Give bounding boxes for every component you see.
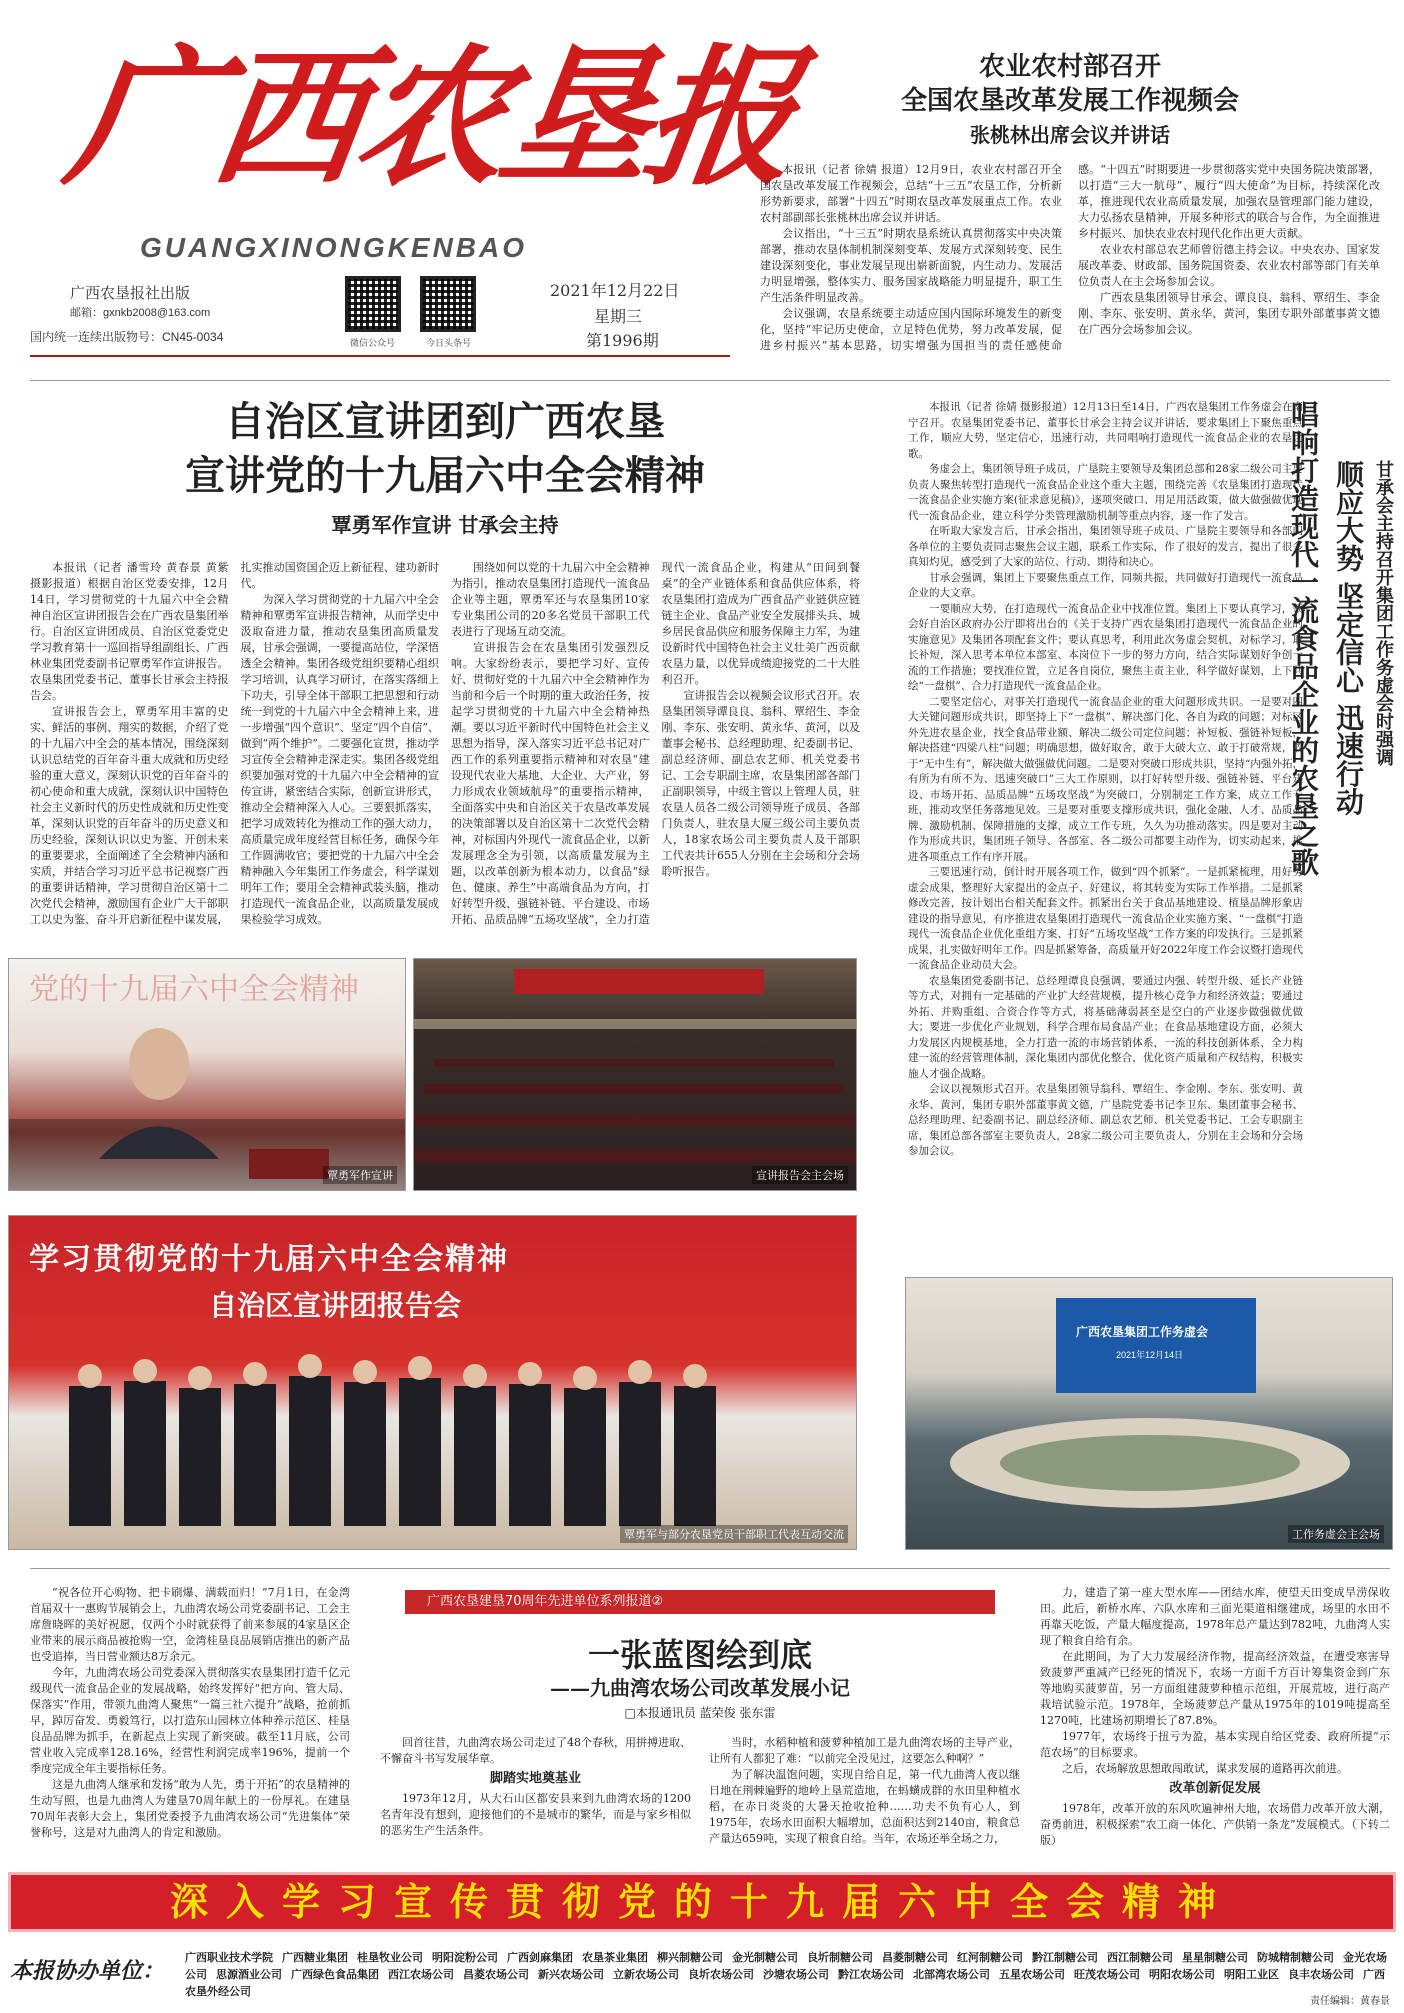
- partner-name: 明阳淀粉公司: [432, 1952, 498, 1964]
- partner-name: 北部湾农场公司: [913, 1969, 990, 1981]
- contact-email: 邮箱：gxnkb2008@163.com: [70, 307, 211, 319]
- paragraph: 一要顺应大势，在打造现代一流食品企业中找准位置。集团上下要认真学习，领会好自治区政府办公厅即将出台的《关于支持广西农垦集团打造现代一流食品企业的实施意见》及集团各项配套文件；要认真思考，利用此次务虚会契机，对标学习，取长补短，深入思考本单位本部室、本岗位下一步的努力方向，结合实际谋划好争创一流的工作措施；要找准位置，立足各自岗位，聚焦主责主业，科学做好谋划，上下共绘“一盘棋”、合力打造现代一流食品企业。: [908, 602, 1303, 692]
- partner-name: 广西绿色食品集团: [291, 1969, 379, 1981]
- masthead-rule: [30, 355, 730, 357]
- main-story-title-2: 宣讲党的十九届六中全会精神: [185, 453, 705, 499]
- bottom-right-column: [1040, 1585, 1390, 1855]
- partner-name: 良圻制糖公司: [807, 1952, 873, 1964]
- partner-name: 沙塘农场公司: [763, 1969, 829, 1981]
- top-story-body: [760, 162, 1380, 354]
- partner-name: 防城精制糖公司: [1257, 1952, 1334, 1964]
- top-story: [760, 50, 1380, 354]
- photo-caption: 宣讲报告会主会场: [752, 1166, 848, 1184]
- paragraph: 1978年，改革开放的东风吹遍神州大地，农场借力改革开放大潮，奋勇前进，积极探索“农工商一体化、产供销一条龙”发展模式。（下转二版）: [1040, 1802, 1390, 1847]
- section-heading: 改革创新促发展: [1169, 1781, 1261, 1796]
- bottom-story-title: 一张蓝图绘到底: [587, 1636, 812, 1674]
- top-story-title-2: 全国农垦改革发展工作视频会: [900, 86, 1239, 116]
- bottom-story-body: [380, 1735, 1020, 1855]
- paragraph: 这是九曲湾人继承和发扬“敢为人先，勇于开拓”的农垦精神的生动写照，也是九曲湾人为建垦70周年献上的一份厚礼。在建垦70周年表彰大会上，集团党委授予九曲湾农场公司“先进集体”荣誉称号，这是对九曲湾人的肯定和激励。: [30, 1778, 350, 1839]
- paragraph: 本报讯（记者 潘雪玲 黄春景 黄紫 摄影报道）根据自治区党委安排，12月14日，学习贯彻党的十九届六中全会精神自治区宣讲团报告会在广西农垦集团举行。自治区宣讲团成员、自治区党委党史学习教育第十一巡回指导组副组长、广西林业集团党委副书记覃勇军作宣讲报告。农垦集团党委书记、董事长甘承会主持报告会。: [30, 561, 229, 702]
- right-story-title-main: 顺应大势 坚定信心 迅速行动: [1332, 460, 1365, 816]
- partner-name: 桂垦牧业公司: [357, 1952, 423, 1964]
- partner-name: 广西职业技术学院: [185, 1952, 273, 1964]
- slogan-banner: 深入学习宣传贯彻党的十九届六中全会精神: [8, 1872, 1396, 1932]
- series-banner: 广西农垦建垦70周年先进单位系列报道②: [405, 1590, 995, 1614]
- paragraph: 会议指出，“十三五”时期农垦系统认真贯彻落实中央决策部署，推动农垦体制机制深刻变革、发展方式深刻转变、民生建设深刻变化，事业发展呈现出崭新面貌，内生动力、发展活力明显增强，整体实力、服务国家战略能力明显提升，职工生产生活条件明显改善。: [760, 227, 1062, 304]
- toutiao-qr-code-icon[interactable]: [420, 276, 476, 332]
- wechat-qr-code-icon[interactable]: [345, 276, 401, 332]
- paragraph: 回首往昔，九曲湾农场公司走过了48个春秋，用拼搏进取、不懈奋斗书写发展华章。: [380, 1736, 691, 1765]
- photo-caption: 工作务虚会主会场: [1288, 1525, 1384, 1543]
- issue-number: 第1996期: [586, 331, 659, 350]
- paragraph: 为了解决温饱问题，实现自给自足，第一代九曲湾人夜以继日地在荆棘遍野的地岭上垦荒造地，在蚂蟥成群的水田里种植水稻，在赤日炎炎的大暑天抢收抢种……功夫不负有心人，到1975年，农场水田面积大幅增加，总面积达到2140亩，粮食总产量达659吨，实现了粮食自给。当年，农场还举全场之力，: [709, 1768, 1020, 1845]
- svg-text:党的十九届六中全会精神: 党的十九届六中全会精神: [29, 972, 359, 1007]
- paragraph: 三要迅速行动，倒计时开展各项工作，做到“四个抓紧”。一是抓紧梳理，用好务虚会成果，整理好大家提出的金点子、好建议，将其转变为实际工作举措。二是抓紧修改完善，按计划出台相关配套文件。抓紧出台关于食品基地建设、植垦品牌形象店建设的指导意见，有序推进农垦集团打造现代一流食品企业实施方案、“一盘棋”打造现代一流食品企业优化重组方案、打好“五场攻坚战”工作方案的印发执行。三是抓紧成果，扎实做好明年工作。四是抓紧筹备，高质量开好2022年度工作会议暨打造现代一流食品企业动员大会。: [908, 866, 1303, 971]
- paragraph: 甘承会强调，集团上下要聚焦重点工作，同频共振，共同做好打造现代一流食品企业的大文章。: [908, 571, 1303, 599]
- paragraph: 之后，农场解放思想敢闯敢试，谋求发展的道路再次前进。: [1062, 1762, 1348, 1775]
- partner-name: 昌菱制糖公司: [882, 1952, 948, 1964]
- partner-name: 新兴农场公司: [538, 1969, 604, 1981]
- bottom-story-subtitle: ——九曲湾农场公司改革发展小记: [550, 1676, 850, 1700]
- paragraph: 宣讲报告会在农垦集团引发强烈反响。大家纷纷表示，要把学习好、宣传好、贯彻好党的十九届六中全会精神作为当前和今后一个时期的重大政治任务，按起学习贯彻党的十九届六中全会精神热潮。要以习近平新时代中国特色社会主义思想为指导，深入落实习近平总书记对广西工作的系列重要指示精神和对农垦“建设现代农业大基地、大企业、大产业，努力形成农业领域航母”的重要指示精神，全面落实中央和自治区关于农垦改革发展的决策部署以及自治区第十二次党代会精神，对标国内外现代一流食品企业，以新发展理念全为引领，以高质量发展为主题，以改革创新为根本动力，以食品“绿色、健康、养生”中高端食品为方向，打好转型升级、强链补链、平台建设、市场开拓、品质品牌“五场攻坚战”，全力打造现代一流食品企业，构建从“田间到餐桌”的全产业链体系和食品供应体系，将农垦集团打造成为广西食品产业链供应链链主企业、食品产业安全发展排头兵、城乡居民食品供应和服务保障主力军，为建设新时代中国特色社会主义壮美广西贡献农垦力量，以优异成绩迎接党的二十大胜利召开。: [451, 561, 860, 926]
- partner-name: 明阳农场公司: [1149, 1969, 1215, 1981]
- bottom-story-byline: □本报通讯员 蓝荣俊 张东雷: [624, 1706, 776, 1720]
- partner-name: 星星制糖公司: [1182, 1952, 1248, 1964]
- paragraph: “祝各位开心购物、把卡刷爆、满载而归！”7月1日，在金湾首届双十一惠购节展销会上，九曲湾农场公司党委副书记、工会主席詹晓晖的美好祝愿，仅两个小时就获得了前来参展的4家垦区企业带来的展示商品被抢购一空，金湾桂垦良品展销店推出的新产品也受追捧，当日营业额达8万余元。: [30, 1586, 350, 1663]
- paragraph: 在听取大家发言后，甘承会指出，集团领导班子成员、广垦院主要领导和各部门各单位的主要负责同志聚焦会议主题，联系工作实际，作了很好的发言，提出了很多真知灼见，感受到了大家的站位、行动、期待和决心。: [908, 525, 1303, 568]
- paragraph: 宣讲报告会以视频会议形式召开。农垦集团领导谭良良、翁科、覃绍生、李金刚、李东、张安明、黄永华、黄河，以及董事会秘书、总经理助理、纪委副书记、副总经济师、副总农艺师、机关党委书记、工会专职副主席，农垦集团部各部门正副职领导，中级主管以上管理人员，驻农垦人员各二级公司领导班子成员、各部门负责人，驻农垦大厦三级公司主要负责人，18家农场公司主要负责人及干部职工代表共计655人分别在主会场和分会场聆听报告。: [661, 689, 860, 878]
- paragraph: 在此期间，为了大力发展经济作物，提高经济效益，在遭受寒害导致菠萝严重减产已经死的情况下，农场一方面千方百计筹集资金到广东等地购买菠萝苗，另一方面组建菠萝种植示范组，开展荒坡，进行高产栽培试验示范。1978年，全场菠萝总产量从1975年的1019吨提高至1270吨，比建场初期增长了87.8%。: [1040, 1650, 1390, 1727]
- paragraph: 今年，九曲湾农场公司党委深入贯彻落实农垦集团打造千亿元级现代一流食品企业的发展战略，始终发挥好“把方向、管大局、保落实”作用，带领九曲湾人聚焦“一篇三社六提升”战略，抢前抓早，踔厉奋发、勇毅笃行，以打造东山园林立体种养示范区、桂垦良品品牌为抓手，在新起点上实现了新突破。截至11月底，公司营业收入完成率128.16%，经营性利润完成率196%，提前一个季度完成全年主要指标任务。: [30, 1666, 350, 1775]
- screen-date: 2021年12月14日: [1116, 1350, 1184, 1360]
- banner-line-1: 学习贯彻党的十九届六中全会精神: [29, 1242, 509, 1277]
- paragraph: 当时，水稻种植和菠萝种植加工是九曲湾农场的主导产业，让所有人都犯了难：“以前完全没见过，这要怎么种啊？”: [709, 1736, 1020, 1765]
- paragraph: 1977年，农场终于扭亏为盈，基本实现自给区党委、政府所提“示范农场”的目标要求。: [1040, 1730, 1390, 1759]
- section-divider: [30, 380, 1390, 381]
- photo-caption: 覃勇军作宣讲: [323, 1166, 397, 1184]
- partner-name: 良圻农场公司: [688, 1969, 754, 1981]
- issn: 国内统一连续出版物号：CN45-0034: [30, 330, 224, 344]
- main-story-subtitle: 覃勇军作宣讲 甘承会主持: [331, 513, 559, 537]
- partner-name: 广西农垦外经公司: [185, 1969, 1385, 1998]
- paragraph: 1973年12月，从大石山区都安县来到九曲湾农场的1200名青年没有想到，迎接他们的不是城市的繁华，而是与家乡相似的恶劣生产生活条件。: [380, 1792, 691, 1837]
- newspaper-logo: 广西农垦报: [57, 30, 803, 206]
- partner-name: 思源酒业公司: [216, 1969, 282, 1981]
- main-story-title-1: 自治区宣讲团到广西农垦: [225, 399, 665, 445]
- partner-name: 西江制糖公司: [1107, 1952, 1173, 1964]
- banner-line-2: 自治区宣讲团报告会: [209, 1289, 462, 1322]
- partner-name: 广西剑麻集团: [507, 1952, 573, 1964]
- partner-name: 红河制糖公司: [957, 1952, 1023, 1964]
- meeting-illustration: [906, 1278, 1393, 1550]
- partner-name: 黔江农场公司: [838, 1969, 904, 1981]
- partner-name: 金光制糖公司: [732, 1952, 798, 1964]
- paragraph: 农垦集团党委副书记、总经理谭良良强调，要通过内强、转型升级、延长产业链等方式，对拥有一定基础的产业扩大经营规模，提升核心竞争力和经济效益；要通过外拓、并购重组、合资合作等方式，将基础薄弱甚至是空白的产业逐步做强做优做大；要进一步优化产业规划，科学合理布局食品产业；在食品基地建设方面，必须大力发展区内规模基地，全力打造一流的市场营销体系，一流的科技创新体系，全力构建一流的经营管理体制，深化集团内部优化整合，优化资产质量和产权结构，积极实施人才强企战略。: [908, 974, 1303, 1080]
- hall-illustration: [414, 959, 857, 1191]
- photo-caption: 覃勇军与部分农垦党员干部职工代表互动交流: [620, 1525, 848, 1543]
- photo-meeting: [905, 1277, 1393, 1550]
- partner-name: 西江农场公司: [388, 1969, 454, 1981]
- partner-name: 黔江制糖公司: [1032, 1952, 1098, 1964]
- partner-name: 良丰农场公司: [1288, 1969, 1354, 1981]
- bottom-left-column: [30, 1585, 350, 1855]
- section-divider: [30, 1568, 1390, 1569]
- partner-name: 昌菱农场公司: [463, 1969, 529, 1981]
- paragraph: 农业农村部总农艺师曾衍德主持会议。中央农办、国家发展改革委、财政部、国务院国资委、农业农村部等部门有关单位负责人在主会场参加会议。: [1078, 243, 1380, 288]
- partners-label: 本报协办单位：: [10, 1958, 165, 1984]
- paragraph: 会议以视频形式召开。农垦集团领导翁科、覃绍生、李金刚、李东、张安明、黄永华、黄河，集团专职外部董事黄文德，广垦院党委书记李卫东、集团董事会秘书、总经理助理、纪委副书记、副总经济师、副总农艺师、机关党委书记、工会专职副主席，集团总部各部室主要负责人，28家二级公司主要负责人，分别在主会场和分会场参加会议。: [908, 1083, 1303, 1157]
- photo-main-hall: [413, 958, 857, 1191]
- qr2-label: 今日头条号: [426, 338, 472, 348]
- paragraph: 围绕如何以党的十九届六中全会精神为指引，推动农垦集团打造现代一流食品企业等主题，覃勇军还与农垦集团10家专业集团公司的20多名党员干部职工代表进行了现场互动交流。: [451, 561, 650, 638]
- top-story-title-1: 农业农村部召开: [978, 52, 1161, 82]
- photo-speaker: [8, 958, 406, 1191]
- logo-pinyin: GUANGXINONGKENBAO: [140, 232, 528, 263]
- screen-title: 广西农垦集团工作务虚会: [1076, 1325, 1209, 1339]
- paragraph: 宣讲报告会上，覃勇军用丰富的史实、鲜活的事例、翔实的数据，介绍了党的十九届六中全会的基本情况，围绕深刻认识总结党的百年奋斗重大成就和历史经验的重大意义，深刻认识党的百年奋斗的初心使命和重大成就，深刻认识中国特色社会主义新时代的历史性成就和历史性变革，深刻认识党的百年奋斗的历史意义和历史经验，深刻认识以史为鉴、开创未来的重要要求，全面阐述了全会精神内涵和实质，并结合学习习近平总书记视察广西的重要讲话精神，学习贯彻自治区第十二次党代会精神，激励国有企业广大干部职工以史为鉴、奋斗开启新征程中谋发展，扎实推动国资国企迈上新征程、建功新时代。: [30, 561, 439, 926]
- speaker-illustration: [9, 959, 406, 1191]
- partner-name: 金光农场公司: [185, 1952, 1387, 1981]
- photo-group: [8, 1215, 857, 1550]
- section-heading: 脚踏实地奠基业: [489, 1771, 581, 1786]
- partner-name: 明阳工业区: [1224, 1969, 1279, 1981]
- publisher: 广西农垦报社出版: [70, 285, 191, 302]
- paragraph: 务虚会上，集团领导班子成员，广垦院主要领导及集团总部和28家二级公司主要负责人聚焦转型打造现代一流食品企业这个重大主题，围绕完善《农垦集团打造现代一流食品企业实施方案(征求意见稿)》，逐项突破口、用足用活政策，做大做强做优现代一流食品企业，建立科学分类管理激励机制等重点内容，逐一作了发言。: [908, 463, 1303, 522]
- issue-weekday: 星期三: [594, 307, 643, 326]
- issue-date: 2021年12月22日: [550, 281, 680, 300]
- paragraph: 为深入学习贯彻党的十九届六中全会精神和覃勇军宣讲报告精神，从而学史中汲取奋进力量，推动农垦集团高质量发展，甘承会强调，一要提高站位，学深悟透全会精神。集团各级党组织要精心组织学习培训，认真学习研讨，在落实落细上下功夫，引导全体干部职工把思想和行动统一到党的十九届六中全会精神上来，进一步增强“四个意识”、坚定“四个自信”、做到“两个维护”。二要强化宣贯，推动学习宣传全会精神走深走实。集团各级党组织要加强对党的十九届六中全会精神的宣传宣讲，紧密结合实际，创新宣讲形式，推动全会精神深入人心。三要狠抓落实，把学习成效转化为推动工作的强大动力，高质量完成年度经营目标任务，确保今年工作圆满收官；要把党的十九届六中全会精神融入今年集团工作务虚会，科学谋划明年工作；要用全会精神武装头脑，推动打造现代一流食品企业，以高质量发展成果检验学习成效。: [240, 593, 439, 926]
- top-story-subtitle: 张桃林出席会议并讲话: [970, 123, 1170, 147]
- right-story-title-side: 唱响打造现代一流食品企业的农垦之歌: [1287, 400, 1320, 876]
- paragraph: 力，建造了第一座大型水库——团结水库，使望天田变成旱涝保收田。此后，新桥水库、六队水库和三面光渠道相继建成，场里的水田不再靠天吃饭，产量大幅度提高，1978年总产量达到782吨，九曲湾人实现了粮食自给有余。: [1040, 1586, 1390, 1647]
- partner-name: 广西糖业集团: [282, 1952, 348, 1964]
- main-story-body: [30, 560, 860, 955]
- editor-credit: 责任编辑：黄春景: [1310, 1996, 1390, 2007]
- paragraph: 广西农垦集团领导甘承会、谭良良、翁科、覃绍生、李金刚、李东、张安明、黄永华、黄河，集团专职外部董事黄文德在广西分会场参加会议。: [1078, 291, 1380, 336]
- right-story-title-small: 甘承会主持召开集团工作务虚会时强调: [1373, 460, 1394, 766]
- partner-name: 柳兴制糖公司: [657, 1952, 723, 1964]
- partner-name: 五星农场公司: [999, 1969, 1065, 1981]
- paragraph: 二要坚定信心，对事关打造现代一流食品企业的重大问题形成共识。一是要对四大关键问题形成共识，即坚持上下“一盘棋”、解决部门化、各自为政的问题；对标区外先进农垦企业，找全食品带业额、解决二级公司定位问题；补短板、强链补短板，解决搭建“四梁八柱”问题；明确思想，做好取舍，敢于大破大立、敢于打破常规，敢于“无中生有”，解决做大做强做优问题。二是要对突破口形成共识，坚持“内强外拓，有所为有所不为、迅速突破口”三大工作原则，以打好转型升级、强链补链、平台建设、市场开拓、品质品牌“五场攻坚战”为突破口，分别制定工作方案，成立工作专班，推动攻坚任务落地见效。三是要对重要支撑形成共识，强化金融、人才、品质品牌、激励机制、保障措施的支撑，成立工作专班，久久为功推动落实。四是要对主动作为形成共识，集团班子领导、各部室、各二级公司都要主动作为，切实动起来，推进各项重点工作有序开展。: [908, 695, 1303, 863]
- partner-name: 农垦茶业集团: [582, 1952, 648, 1964]
- paragraph: 本报讯（记者 徐婧 报道）12月9日，农业农村部召开全国农垦改革发展工作视频会，总结“十三五”农垦工作，分析新形势新要求，部署“十四五”时期农垦改革发展重点工作。农业农村部副部长张桃林出席会议并讲话。: [760, 163, 1062, 224]
- paragraph: 本报讯（记者 徐婧 摄影报道）12月13日至14日，广西农垦集团工作务虚会在南宁召开。农垦集团党委书记、董事长甘承会主持会议并讲话，要求集团上下聚焦重点工作，顺应大势，坚定信心，迅速行动，共同唱响打造现代一流食品企业的农垦之歌。: [908, 401, 1303, 460]
- paragraph: 会议强调，农垦系统要主动适应国内国际环境发生的新变化，坚持“牢记历史使命，立足特色优势，努力改革发展，促进乡村振兴”基本思路，切实增强为国担当的责任感使命感。“十四五”时期要进一步贯彻落实党中央国务院决策部署，以打造“三大一航母”、履行“四大使命”为目标，持续深化改革，推进现代农业高质量发展，加强农垦管理部门能力建设，大力弘扬农垦精神，开展多种形式的联合与合作，为全面推进乡村振兴、加快农业农村现代化作出更大贡献。: [760, 163, 1380, 352]
- qr1-label: 微信公众号: [350, 338, 396, 348]
- main-story-header: [30, 395, 860, 538]
- partner-name: 旺茂农场公司: [1074, 1969, 1140, 1981]
- group-illustration: [9, 1216, 857, 1550]
- partners-list: [185, 1950, 1395, 2001]
- partner-name: 立新农场公司: [613, 1969, 679, 1981]
